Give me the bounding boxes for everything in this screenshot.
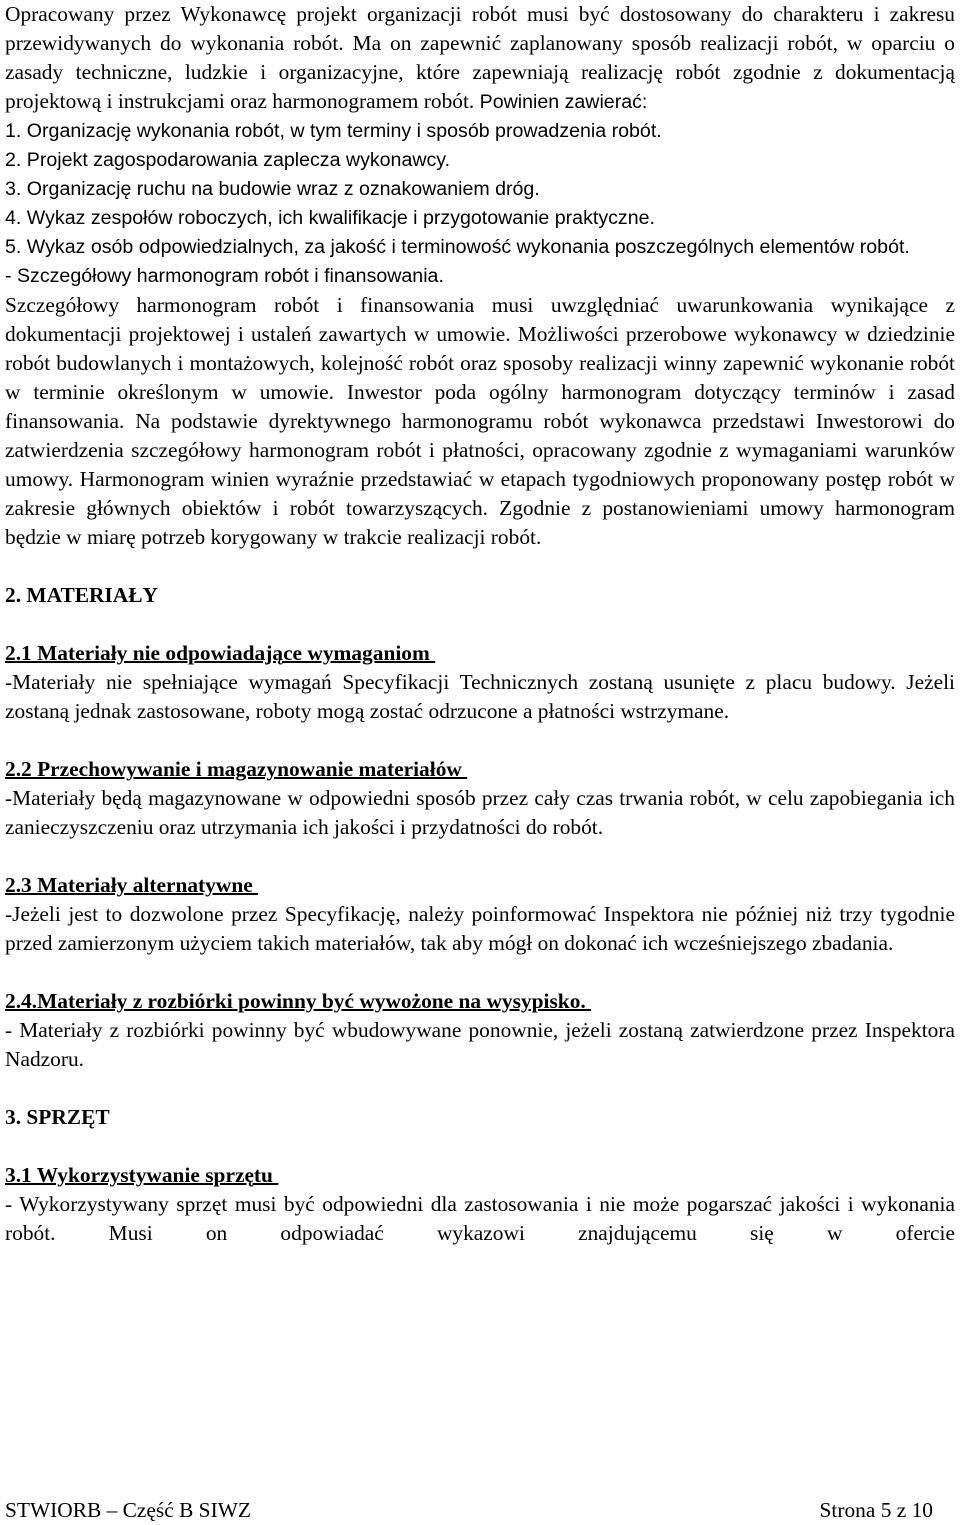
section-2-1-text: -Materiały nie spełniające wymagań Specyfikacji Technicznych zostaną usunięte z placu budowy. Jeżeli zostaną jednak zastosowane, roboty mogą zostać odrzucone a płatności wstrzymane. [5,670,955,723]
spacer [5,1132,955,1161]
section-2-4-heading-text: 2.4.Materiały z rozbiórki powinny być wywożone na wysypisko. [5,989,592,1013]
section-2-2-text: -Materiały będą magazynowane w odpowiedni sposób przez cały czas trwania robót, w celu zapobiegania ich zanieczyszczeniu oraz utrzymania ich jakości i przydatności do robót. [5,786,955,839]
spacer [5,552,955,581]
list-item: 4. Wykaz zespołów roboczych, ich kwalifikacje i przygotowanie praktyczne. [5,207,655,229]
spacer [5,1074,955,1103]
section-2-3-heading-text: 2.3 Materiały alternatywne [5,873,259,897]
footer-document-id: STWIORB – Część B SIWZ [5,1498,251,1522]
harmonogram-text-2: Inwestor poda ogólny harmonogram dotyczący terminów i zasad finansowania. Na podstawie dyrektywnego harmonogramu robót wykonawca przedstawi Inwestorowi do zatwierdzenia szczegółowy harmonogram robót i płatności, opracowany zgodnie z wymaganiami warunków umowy. Harmonogram winien wyraźnie przedstawiać w etapach tygodniowych proponowany postęp robót w zakresie głównych obiektów i robót towarzyszących. Zgodnie z postanowieniami umowy harmonogram będzie w miarę potrzeb korygowany w trakcie realizacji robót. [5,380,955,549]
section-3-1-text: - Wykorzystywany sprzęt musi być odpowiedni dla zastosowania i nie może pogarszać jakości i wykonania robót. Musi on odpowiadać wykazowi znajdującemu się w ofercie [5,1192,955,1245]
list-item: 3. Organizację ruchu na budowie wraz z oznakowaniem dróg. [5,178,540,200]
section-2-4-heading [5,987,955,1016]
intro-text-1: Opracowany przez Wykonawcę projekt organizacji robót musi być dostosowany do charakteru i zakresu przewidywanych do wykonania robót. [5,2,955,55]
page-footer [5,1497,933,1523]
document-page [5,0,955,1248]
section-2-1-heading [5,639,955,668]
section-3-1-heading-text: 3.1 Wykorzystywanie sprzętu [5,1163,279,1187]
section-2-3-heading [5,871,955,900]
list-item: 5. Wykaz osób odpowiedzialnych, za jakość i terminowość wykonania poszczególnych elementów robót. [5,236,910,258]
footer-page-number: Strona 5 z 10 [819,1498,933,1522]
spacer [5,842,955,871]
list-item: 1. Organizację wykonania robót, w tym terminy i sposób prowadzenia robót. [5,120,662,142]
intro-text-3: Powinien zawierać: [479,91,648,113]
section-2-3-text: -Jeżeli jest to dozwolone przez Specyfikację, należy poinformować Inspektora nie później niż trzy tygodnie przed zamierzonym użyciem takich materiałów, tak aby mógł on dokonać ich wcześniejszego zbadania. [5,902,955,955]
section-2-title: 2. MATERIAŁY [5,583,158,607]
section-2-1-heading-text: 2.1 Materiały nie odpowiadające wymaganiom [5,641,436,665]
list-item: - Szczegółowy harmonogram robót i finansowania. [5,265,444,287]
section-3-1-heading [5,1161,955,1190]
spacer [5,958,955,987]
intro-paragraph [5,0,955,117]
requirements-list [5,117,955,291]
section-2-4-text: - Materiały z rozbiórki powinny być wbudowywane ponownie, jeżeli zostaną zatwierdzone przez Inspektora Nadzoru. [5,1018,955,1071]
section-2-2-heading [5,755,955,784]
section-2-2-heading-text: 2.2 Przechowywanie i magazynowanie materiałów [5,757,468,781]
harmonogram-paragraph-1 [5,291,955,552]
spacer [5,610,955,639]
intro-text-2: Ma on zapewnić zaplanowany sposób realizacji robót, w oparciu o zasady techniczne, ludzkie i organizacyjne, które zapewniają realizację robót zgodnie z dokumentacją projektową i instrukcjami oraz harmonogramem robót. [5,31,955,113]
list-item: 2. Projekt zagospodarowania zaplecza wykonawcy. [5,149,451,171]
spacer [5,726,955,755]
section-3-title: 3. SPRZĘT [5,1105,110,1129]
harmonogram-text-1: Szczegółowy harmonogram robót i finansowania musi uwzględniać uwarunkowania wynikające z dokumentacji projektowej i ustaleń zawartych w umowie. Możliwości przerobowe wykonawcy w dziedzinie robót budowlanych i montażowych, kolejność robót oraz sposoby realizacji winny zapewnić wykonanie robót w terminie określonym w umowie. [5,293,955,404]
